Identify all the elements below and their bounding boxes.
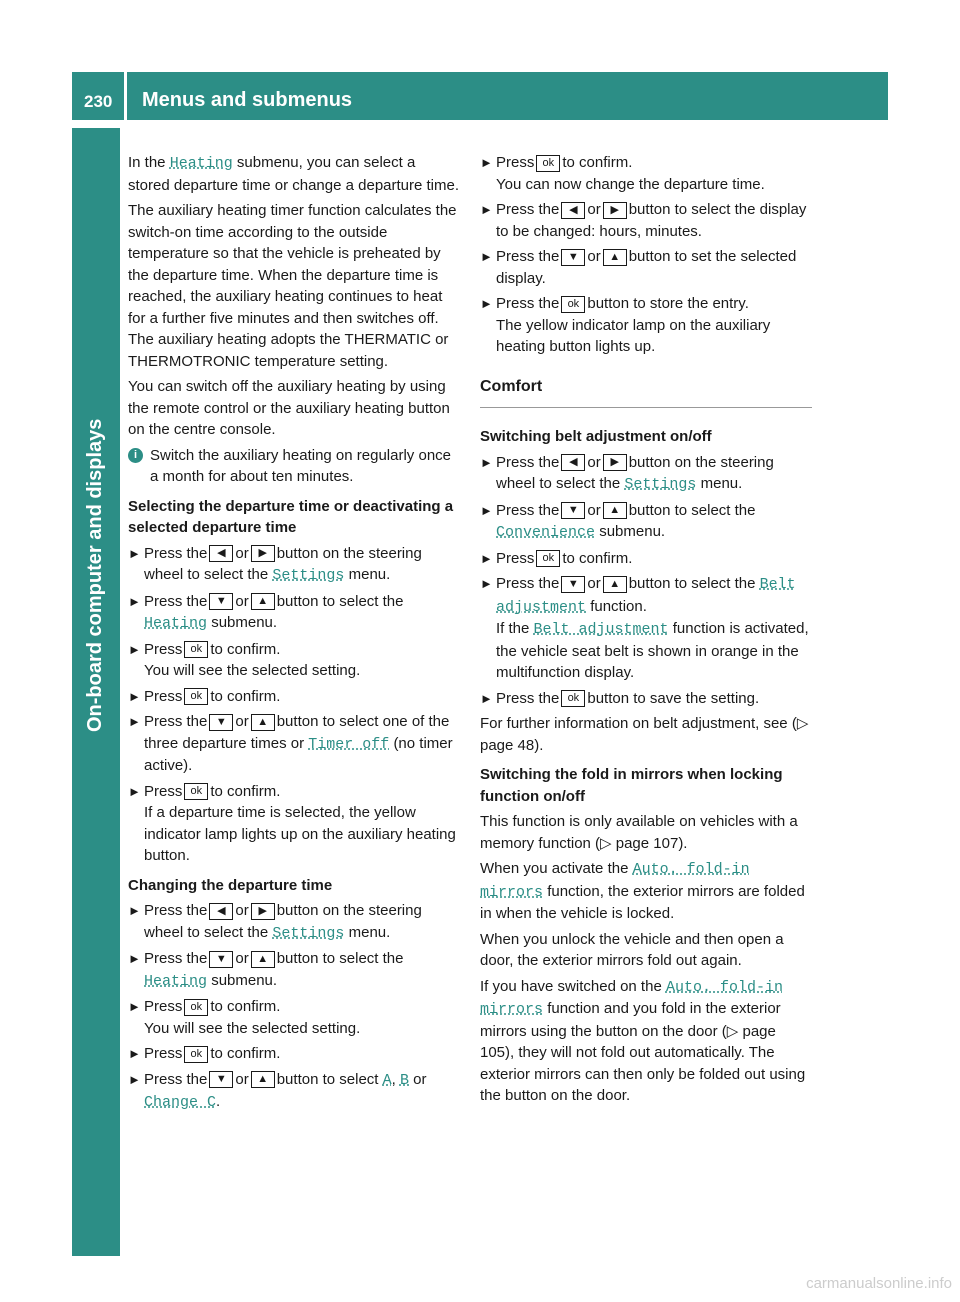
down-key-icon: ▼ <box>561 576 585 593</box>
right-key-icon: ▶ <box>603 202 627 219</box>
right-column <box>480 152 812 1111</box>
down-key-icon: ▼ <box>209 714 233 731</box>
step: ► Press ok to confirm. You can now change the departure time. <box>480 154 765 193</box>
up-key-icon: ▲ <box>251 1071 275 1088</box>
step: ► Press ok to confirm. If a departure time is selected, the yellow indicator lamp lights up on the auxiliary heating button. <box>128 782 456 864</box>
step: ► Press the ▼ or ▲ button to select the Heating submenu. <box>128 950 404 990</box>
side-tab <box>72 1200 120 1256</box>
ok-key-icon: ok <box>184 999 208 1016</box>
arrow-icon: ► <box>480 454 493 470</box>
switch-off-paragraph: You can switch off the auxiliary heating by using the remote control or the auxiliary heating button on the centre console. <box>128 378 450 438</box>
page-title: Menus and submenus <box>142 89 353 111</box>
arrow-icon: ► <box>128 1046 141 1061</box>
step: ► Press the ok button to save the setting. <box>480 688 812 710</box>
step: ► Press the ▼ or ▲ button to select A, B or Change C. <box>128 1070 427 1111</box>
arrow-icon: ► <box>128 688 141 704</box>
unlock-paragraph: When you unlock the vehicle and then open a door, the exterior mirrors fold out again. <box>480 930 784 969</box>
intro-paragraph: In the Heating submenu, you can select a stored departure time or change a departure time. <box>128 154 460 194</box>
left-key-icon: ◀ <box>561 202 585 219</box>
arrow-icon: ► <box>480 296 493 311</box>
left-column <box>128 152 460 1118</box>
ok-key-icon: ok <box>561 690 585 707</box>
comfort-heading: Comfort <box>480 377 543 395</box>
step: ► Press the ◀ or ▶ button on the steering wheel to select the Settings menu. <box>480 453 774 493</box>
ok-key-icon: ok <box>184 688 208 705</box>
step: ► Press the ◀ or ▶ button on the steering wheel to select the Settings menu. <box>128 544 422 584</box>
arrow-icon: ► <box>128 903 141 918</box>
arrow-icon: ► <box>128 714 141 729</box>
arrow-icon: ► <box>128 1071 141 1087</box>
up-key-icon: ▲ <box>603 576 627 593</box>
step: ► Press the ▼ or ▲ button to select the Convenience submenu. <box>480 501 756 541</box>
step: ► Press ok to confirm. You will see the selected setting. <box>128 640 361 679</box>
down-key-icon: ▼ <box>561 502 585 519</box>
arrow-icon: ► <box>480 690 493 706</box>
step: ► Press the ▼ or ▲ button to select one of the three departure times or Timer off (no timer active). <box>128 713 453 774</box>
arrow-icon: ► <box>128 641 141 657</box>
header-separator <box>124 72 127 120</box>
ok-key-icon: ok <box>184 1046 208 1063</box>
section-heading: Switching the fold in mirrors when locking function on/off <box>480 766 783 805</box>
ok-key-icon: ok <box>561 296 585 313</box>
further-info-paragraph: For further information on belt adjustment, see (▷ page 48). <box>480 715 809 754</box>
up-key-icon: ▲ <box>251 714 275 731</box>
arrow-icon: ► <box>128 951 141 966</box>
arrow-icon: ► <box>128 999 141 1014</box>
ok-key-icon: ok <box>184 783 208 800</box>
side-title: On-board computer and displays <box>84 418 106 732</box>
activate-paragraph: When you activate the Auto. fold-in mirrors function, the exterior mirrors are folded in when the vehicle is locked. <box>480 860 805 922</box>
memory-paragraph: This function is only available on vehicles with a memory function (▷ page 107). <box>480 813 798 852</box>
switched-paragraph: If you have switched on the Auto. fold-in mirrors function and you fold in the exterior mirrors using the button on the door (▷ page 105), they will not fold out automatically. The exterior mirrors can then only be folded out using the button on the door. <box>480 977 806 1104</box>
step: ► Press the ▼ or ▲ button to select the Heating submenu. <box>128 592 404 632</box>
step: ► Press the ok button to store the entry. The yellow indicator lamp on the auxiliary heating button lights up. <box>480 295 771 355</box>
section-heading: Changing the departure time <box>128 876 333 894</box>
left-key-icon: ◀ <box>209 903 233 920</box>
ok-key-icon: ok <box>536 155 560 172</box>
timer-paragraph: The auxiliary heating timer function calculates the switch-on time according to the outside temperature so that the vehicle is preheated by the departure time. When the departure time is reached, the auxiliary heating continues to heat for a further five minutes and then switches off. The auxiliary heating adopts the THERMATIC or THERMOTRONIC temperature setting. <box>128 202 457 370</box>
arrow-icon: ► <box>480 155 493 170</box>
right-key-icon: ▶ <box>251 903 275 920</box>
up-key-icon: ▲ <box>603 249 627 266</box>
down-key-icon: ▼ <box>209 1071 233 1088</box>
step: ► Press ok to confirm. You will see the selected setting. <box>128 998 361 1037</box>
up-key-icon: ▲ <box>251 951 275 968</box>
arrow-icon: ► <box>480 202 493 217</box>
down-key-icon: ▼ <box>209 951 233 968</box>
right-key-icon: ▶ <box>603 454 627 471</box>
step: ► Press ok to confirm. <box>480 548 812 570</box>
up-key-icon: ▲ <box>603 502 627 519</box>
info-icon: i <box>128 448 143 463</box>
step: ► Press ok to confirm. <box>128 686 460 708</box>
arrow-icon: ► <box>128 593 141 609</box>
down-key-icon: ▼ <box>209 593 233 610</box>
left-key-icon: ◀ <box>209 545 233 562</box>
arrow-icon: ► <box>480 550 493 566</box>
section-heading: Switching belt adjustment on/off <box>480 428 712 445</box>
left-key-icon: ◀ <box>561 454 585 471</box>
arrow-icon: ► <box>128 783 141 799</box>
page-number: 230 <box>84 92 113 111</box>
arrow-icon: ► <box>480 502 493 518</box>
step: ► Press ok to confirm. <box>128 1043 460 1065</box>
info-note: i Switch the auxiliary heating on regularly once a month for about ten minutes. <box>128 445 460 488</box>
ok-key-icon: ok <box>536 550 560 567</box>
arrow-icon: ► <box>128 545 141 561</box>
ok-key-icon: ok <box>184 641 208 658</box>
up-key-icon: ▲ <box>251 593 275 610</box>
arrow-icon: ► <box>480 576 493 591</box>
section-heading: Selecting the departure time or deactivating a selected departure time <box>128 497 454 536</box>
step: ► Press the ▼ or ▲ button to select the Belt adjustment function. If the Belt adjustment function is activated, the vehicle seat belt is shown in orange in the multifunction display. <box>480 575 809 681</box>
arrow-icon: ► <box>480 249 493 264</box>
divider <box>480 407 812 408</box>
step: ► Press the ◀ or ▶ button on the steering wheel to select the Settings menu. <box>128 902 422 942</box>
right-key-icon: ▶ <box>251 545 275 562</box>
footer-watermark: carmanualsonline.info <box>806 1275 952 1292</box>
step: ► Press the ◀ or ▶ button to select the display to be changed: hours, minutes. <box>480 201 807 240</box>
down-key-icon: ▼ <box>561 249 585 266</box>
step: ► Press the ▼ or ▲ button to set the selected display. <box>480 248 797 287</box>
